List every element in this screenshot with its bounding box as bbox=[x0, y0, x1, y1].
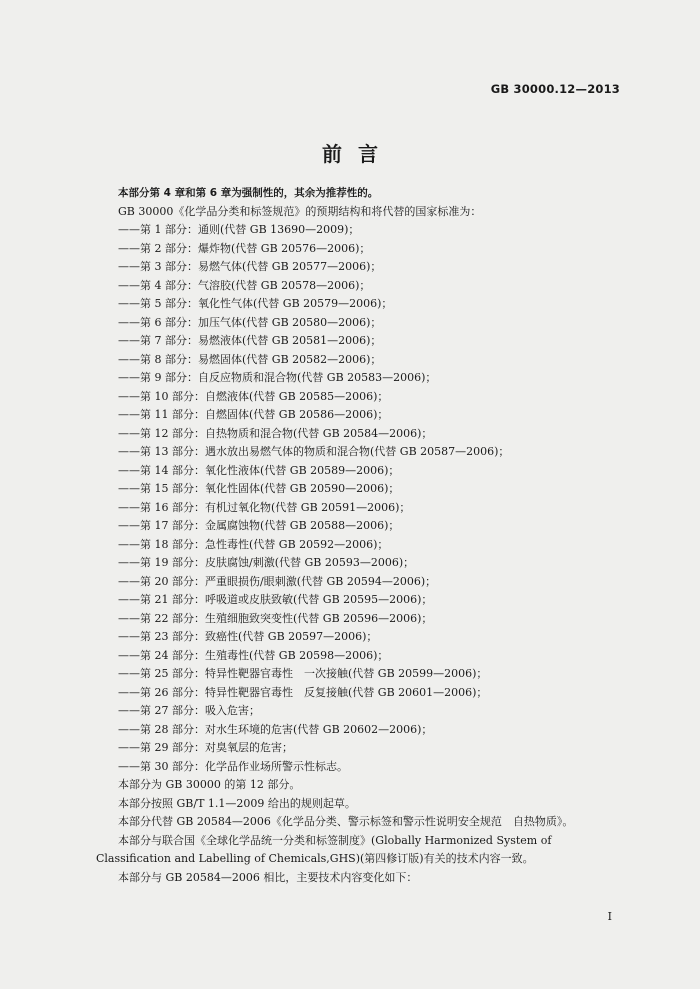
list-item: ——第 7 部分：易燃液体(代替 GB 20581—2006)； bbox=[118, 334, 382, 347]
structure-intro: GB 30000《化学品分类和标签规范》的预期结构和将代替的国家标准为： bbox=[118, 204, 482, 218]
mandatory-statement: 本部分第 4 章和第 6 章为强制性的，其余为推荐性的。 bbox=[118, 187, 379, 199]
list-item: ——第 3 部分：易燃气体(代替 GB 20577—2006)； bbox=[118, 260, 382, 273]
standard-number: GB 30000.12—2013 bbox=[490, 82, 620, 96]
list-item: ——第 14 部分：氧化性液体(代替 GB 20589—2006)； bbox=[118, 463, 400, 477]
list-item: ——第 22 部分：生殖细胞致突变性(代替 GB 20596—2006)； bbox=[118, 611, 433, 625]
page-number: I bbox=[607, 910, 612, 923]
paragraph-part-number: 本部分为 GB 30000 的第 12 部分。 bbox=[118, 778, 301, 791]
list-item: ——第 30 部分：化学品作业场所警示性标志。 bbox=[118, 759, 348, 773]
list-item: ——第 16 部分：有机过氧化物(代替 GB 20591—2006)； bbox=[118, 500, 411, 514]
list-item: ——第 1 部分：通则(代替 GB 13690—2009)； bbox=[118, 223, 360, 236]
paragraph-ghs-consistency: 本部分与联合国《全球化学品统一分类和标签制度》(Globally Harmonized System of bbox=[118, 833, 552, 847]
list-item: ——第 6 部分：加压气体(代替 GB 20580—2006)； bbox=[118, 315, 382, 329]
foreword-body bbox=[96, 184, 616, 887]
list-item: ——第 2 部分：爆炸物(代替 GB 20576—2006)； bbox=[118, 241, 371, 255]
list-item: ——第 18 部分：急性毒性(代替 GB 20592—2006)； bbox=[118, 537, 389, 551]
list-item: ——第 10 部分：自燃液体(代替 GB 20585—2006)； bbox=[118, 389, 389, 403]
paragraph-ghs-consistency-cont: Classification and Labelling of Chemicals,GHS)(第四修订版)有关的技术内容一致。 bbox=[96, 852, 534, 865]
list-item: ——第 12 部分：自热物质和混合物(代替 GB 20584—2006)； bbox=[118, 426, 433, 440]
list-item: ——第 13 部分：遇水放出易燃气体的物质和混合物(代替 GB 20587—2006)； bbox=[118, 445, 510, 458]
list-item: ——第 26 部分：特异性靶器官毒性 反复接触(代替 GB 20601—2006)； bbox=[118, 685, 488, 699]
list-item: ——第 20 部分：严重眼损伤/眼刺激(代替 GB 20594—2006)； bbox=[118, 574, 437, 588]
list-item: ——第 8 部分：易燃固体(代替 GB 20582—2006)； bbox=[118, 352, 382, 366]
parts-list bbox=[96, 221, 616, 776]
list-item: ——第 17 部分：金属腐蚀物(代替 GB 20588—2006)； bbox=[118, 519, 400, 532]
paragraph-changes: 本部分与 GB 20584—2006 相比，主要技术内容变化如下： bbox=[118, 870, 418, 884]
list-item: ——第 27 部分：吸入危害； bbox=[118, 704, 260, 717]
list-item: ——第 4 部分：气溶胶(代替 GB 20578—2006)； bbox=[118, 278, 371, 292]
list-item: ——第 23 部分：致癌性(代替 GB 20597—2006)； bbox=[118, 630, 378, 643]
list-item: ——第 15 部分：氧化性固体(代替 GB 20590—2006)； bbox=[118, 482, 400, 495]
list-item: ——第 9 部分：自反应物质和混合物(代替 GB 20583—2006)； bbox=[118, 371, 437, 384]
list-item: ——第 11 部分：自燃固体(代替 GB 20586—2006)； bbox=[118, 408, 389, 421]
paragraph-replaces: 本部分代替 GB 20584—2006《化学品分类、警示标签和警示性说明安全规范 自热物质》。 bbox=[118, 815, 574, 828]
list-item: ——第 28 部分：对水生环境的危害(代替 GB 20602—2006)； bbox=[118, 722, 433, 736]
list-item: ——第 5 部分：氧化性气体(代替 GB 20579—2006)； bbox=[118, 297, 393, 310]
paragraph-drafting-rules: 本部分按照 GB/T 1.1—2009 给出的规则起草。 bbox=[118, 796, 356, 810]
list-item: ——第 29 部分：对臭氧层的危害； bbox=[118, 741, 293, 754]
list-item: ——第 21 部分：呼吸道或皮肤致敏(代替 GB 20595—2006)； bbox=[118, 593, 433, 606]
list-item: ——第 24 部分：生殖毒性(代替 GB 20598—2006)； bbox=[118, 648, 389, 662]
page-title: 前言 bbox=[322, 142, 394, 166]
list-item: ——第 19 部分：皮肤腐蚀/刺激(代替 GB 20593—2006)； bbox=[118, 556, 415, 569]
list-item: ——第 25 部分：特异性靶器官毒性 一次接触(代替 GB 20599—2006)； bbox=[118, 667, 488, 680]
